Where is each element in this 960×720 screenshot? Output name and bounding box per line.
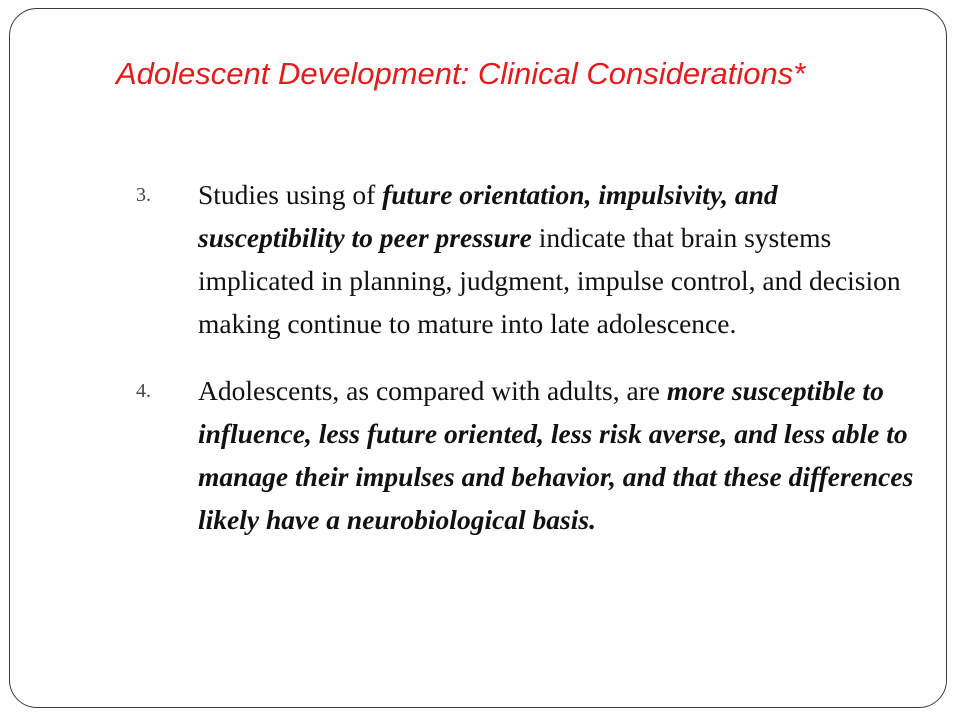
slide-title: Adolescent Development: Clinical Considerations* <box>116 56 806 91</box>
point-text-segment: Studies using of <box>198 179 383 210</box>
point-text <box>198 179 901 339</box>
slide-frame <box>9 8 947 708</box>
emphasized-text: more susceptible to influence, less future oriented, less risk averse, and less able to manage their impulses and behavior, and that these differences likely have a neurobiological basis. <box>198 375 914 535</box>
point-number: 3. <box>136 184 151 206</box>
point-number: 4. <box>136 380 151 402</box>
point-text-segment: Adolescents, as compared with adults, are <box>198 375 667 406</box>
point-text-segment: indicate that brain systems implicated in planning, judgment, impulse control, and decision making continue to mature into late adolescence. <box>198 222 901 339</box>
list-item <box>136 369 926 541</box>
list-item <box>136 173 926 345</box>
point-list <box>136 173 926 565</box>
emphasized-text: future orientation, impulsivity, and susceptibility to peer pressure <box>198 179 778 253</box>
point-text <box>198 375 913 535</box>
